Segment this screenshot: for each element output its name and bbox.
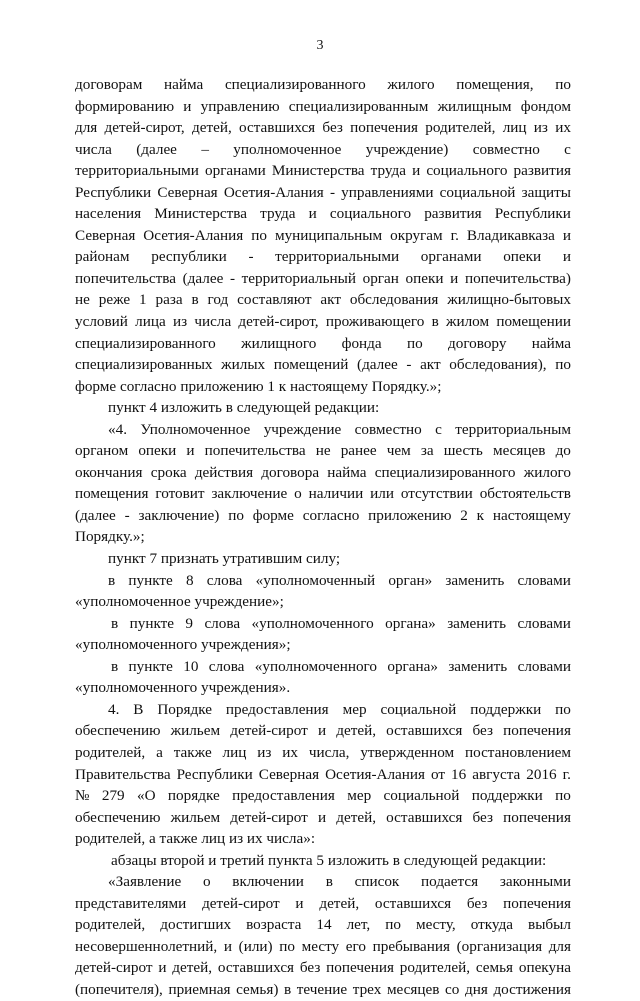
text-line: «уполномоченное учреждение»; bbox=[75, 593, 284, 611]
text-line: районам республики - территориальными органами опеки и bbox=[75, 248, 571, 266]
text-line: несовершеннолетний, и (или) по месту его пребывания (организация для bbox=[75, 937, 571, 955]
text-line: Порядку.»; bbox=[75, 528, 145, 546]
text-line: числа (далее – уполномоченное учреждение) совместно с bbox=[75, 140, 571, 158]
text-line: форме согласно приложению 1 к настоящему Порядку.»; bbox=[75, 377, 442, 395]
text-line: «уполномоченного учреждения». bbox=[75, 679, 291, 697]
text-line: помещения готовит заключение о наличии или отсутствии обстоятельств bbox=[75, 485, 571, 503]
text-line: (попечителя), приемная семья) в течение трех месяцев со дня достижения bbox=[75, 980, 571, 998]
text-line: Северная Осетия-Алания по муниципальным округам г. Владикавказа и bbox=[75, 226, 571, 244]
text-line: в пункте 9 слова «уполномоченного органа» заменить словами bbox=[111, 614, 571, 632]
text-line: в пункте 8 слова «уполномоченный орган» заменить словами bbox=[108, 571, 571, 589]
text-line: «уполномоченного учреждения»; bbox=[75, 636, 291, 654]
text-line: «Заявление о включении в список подается законными bbox=[108, 873, 571, 891]
text-line: 4. В Порядке предоставления мер социальной поддержки по bbox=[108, 700, 571, 718]
text-line: пункт 4 изложить в следующей редакции: bbox=[108, 399, 380, 417]
text-line: окончания срока действия договора найма специализированного жилого bbox=[75, 463, 571, 481]
text-line: условий лица из числа детей-сирот, проживающего в жилом помещении bbox=[75, 313, 571, 331]
text-line: родителей, а также лиц из их числа, утвержденном постановлением bbox=[75, 743, 571, 761]
document-body bbox=[75, 74, 571, 1001]
page-number: 3 bbox=[316, 38, 324, 53]
text-line: для детей-сирот, детей, оставшихся без попечения родителей, лиц из их bbox=[75, 119, 571, 137]
text-line: Республики Северная Осетия-Алания - управлениями социальной защиты bbox=[75, 183, 571, 201]
text-line: попечительства (далее - территориальный орган опеки и попечительства) bbox=[75, 269, 571, 287]
text-line: не реже 1 раза в год составляют акт обследования жилищно-бытовых bbox=[75, 291, 571, 309]
text-line: № 279 «О порядке предоставления мер социальной поддержки по bbox=[75, 787, 571, 805]
text-line: органом опеки и попечительства не ранее чем за шесть месяцев до bbox=[75, 442, 571, 460]
text-line: детей-сирот и детей, оставшихся без попечения родителей, семья опекуна bbox=[75, 959, 571, 977]
text-line: договорам найма специализированного жилого помещения, по bbox=[75, 76, 571, 93]
text-line: (далее - заключение) по форме согласно приложению 2 к настоящему bbox=[75, 506, 571, 524]
text-line: специализированных жилых помещений (далее - акт обследования), по bbox=[75, 356, 571, 374]
text-line: специализированного жилищного фонда по договору найма bbox=[75, 334, 571, 352]
text-line: абзацы второй и третий пункта 5 изложить в следующей редакции: bbox=[111, 851, 547, 869]
text-line: территориальными органами Министерства труда и социального развития bbox=[75, 162, 571, 180]
text-line: обеспечению жильем детей-сирот и детей, оставшихся без попечения bbox=[75, 722, 571, 740]
text-line: представителями детей-сирот и детей, оставшихся без попечения bbox=[75, 894, 571, 912]
text-line: «4. Уполномоченное учреждение совместно с территориальным bbox=[108, 420, 571, 438]
text-line: в пункте 10 слова «уполномоченного органа» заменить словами bbox=[111, 657, 571, 675]
text-line: Правительства Республики Северная Осетия-Алания от 16 августа 2016 г. bbox=[75, 765, 571, 783]
text-line: родителей, достигших возраста 14 лет, по месту, откуда выбыл bbox=[75, 916, 571, 934]
text-line: населения Министерства труда и социального развития Республики bbox=[75, 205, 571, 223]
text-line: пункт 7 признать утратившим силу; bbox=[108, 550, 341, 568]
text-line: формированию и управлению специализированным жилищным фондом bbox=[75, 97, 571, 115]
text-line: обеспечению жильем детей-сирот и детей, оставшихся без попечения bbox=[75, 808, 571, 826]
text-line: родителей, а также лиц из их числа»: bbox=[75, 830, 316, 848]
